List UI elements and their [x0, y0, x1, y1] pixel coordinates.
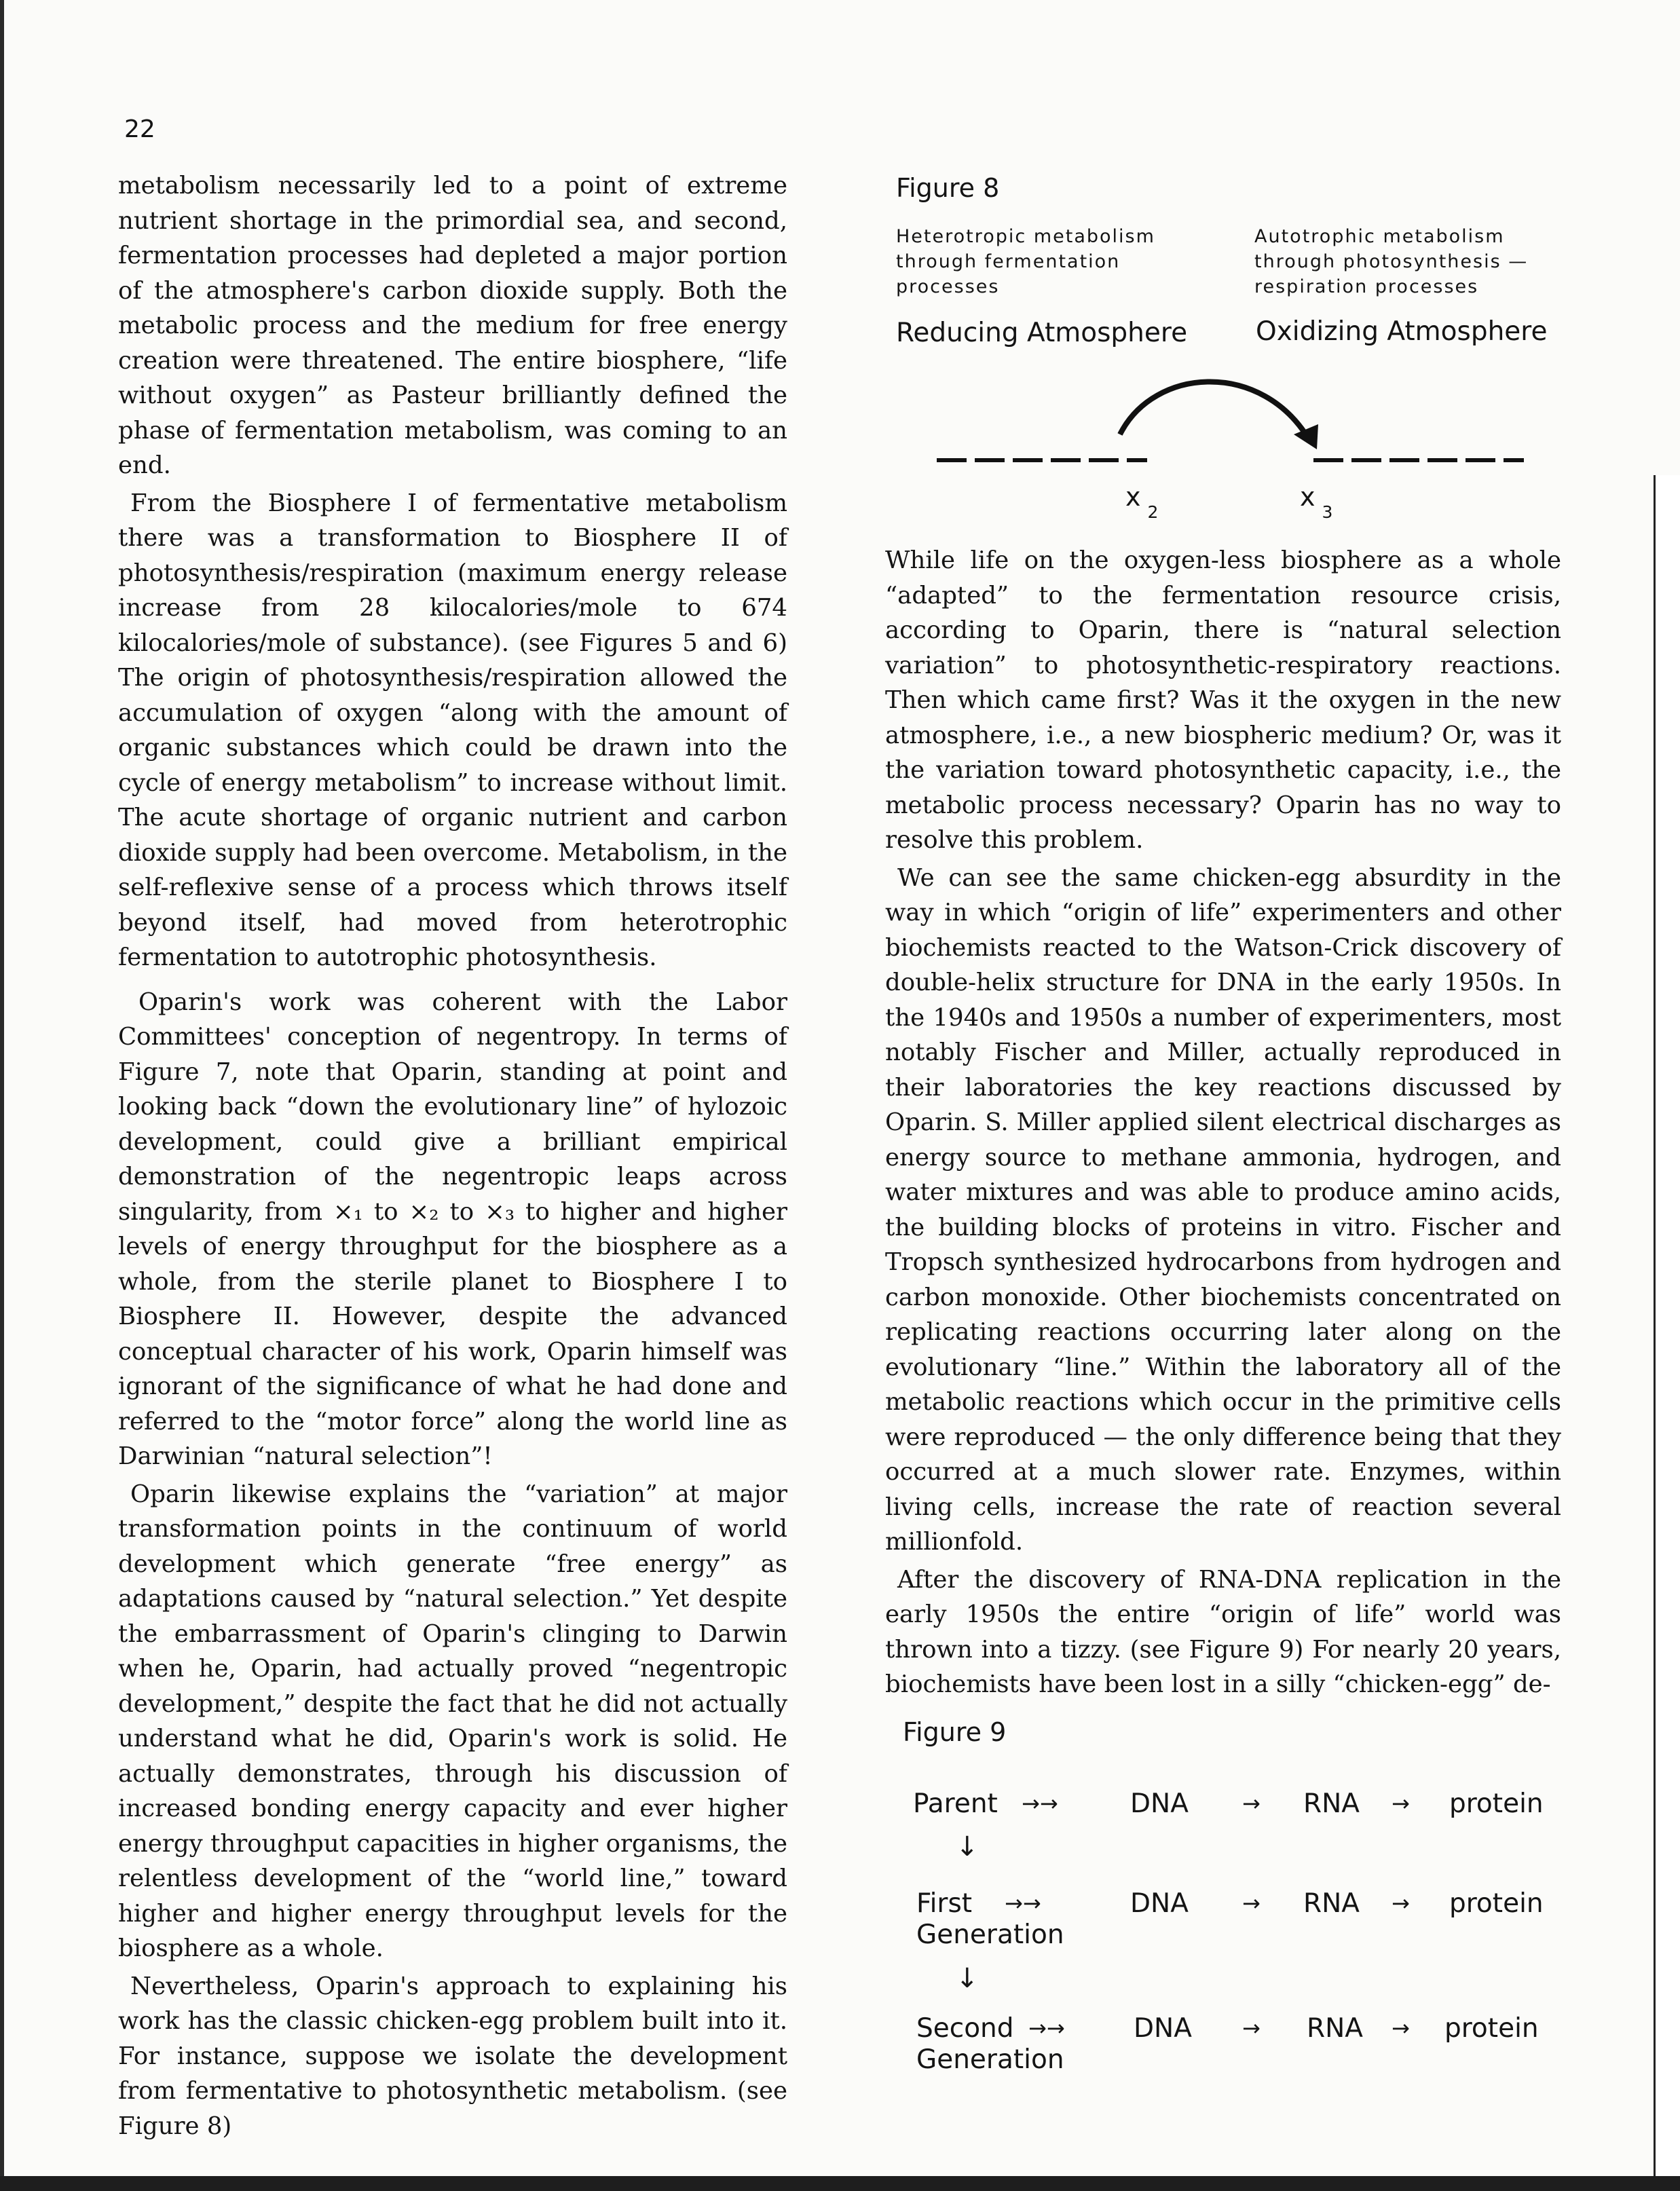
protein-label: protein [1444, 2013, 1539, 2044]
paragraph: After the discovery of RNA-DNA replication in the early 1950s the entire “origin of life” world was thrown into a tizzy. (see Figure 9) For nearly 20 years, biochemists have been lost in a silly “chicken-egg” de- [885, 1565, 1561, 1698]
arrow-icon: → [1392, 1890, 1410, 1916]
figure8 [896, 224, 1561, 536]
figure8-caption: Figure 8 [896, 173, 1000, 203]
paragraph: From the Biosphere I of fermentative metabolism there was a transformation to Biosphere II of photosynthesis/respiration (maximum energy release increase from 28 kilocalories/mole to 674 kilocalories/mole of substance). (see Figures 5 and 6) The origin of photosynthesis/respiration allowed the accumulation of oxygen “along with the amount of organic substances which could be drawn into the cycle of energy metabolism” to increase without limit. The acute shortage of organic nutrient and carbon dioxide supply had been overcome. Metabolism, in the self-reflexive sense of a process which throws itself beyond itself, had moved from heterotrophic fermentation to autotrophic photosynthesis. [118, 489, 787, 971]
figure9 [896, 1778, 1561, 2158]
arrow-icon: →→ [1022, 1791, 1058, 1816]
figure8-diagram [896, 360, 1561, 495]
figure8-left-description: Heterotropic metabolism through fermentation processes [896, 226, 1155, 297]
rna-label: RNA [1307, 2013, 1363, 2044]
paragraph: metabolism necessarily led to a point of extreme nutrient shortage in the primordial sea, and second, fermentation processes had depleted a major portion of the atmosphere's carbon dioxide supply. Both the metabolic process and the medium for free energy creation were threatened. The entire biosphere, “life without oxygen” as Pasteur brilliantly defined the phase of fermentation metabolism, was coming to an end. [118, 172, 787, 479]
arrow-icon: → [1392, 1791, 1410, 1816]
arrowhead-icon [1294, 424, 1318, 449]
scan-edge-bottom [0, 2176, 1680, 2191]
left-column [118, 168, 787, 2146]
row-label: Second [916, 2013, 1014, 2044]
down-arrow-icon: ↓ [956, 1831, 979, 1862]
paragraph: Oparin likewise explains the “variation” at major transformation points in the continuum of world development which generate “free energy” as adaptations caused by “natural selection.” Yet despite the embarrassment of Oparin's clinging to Darwin when he, Oparin, had actually proved “negentropic development,” despite the fact that he did not actually understand what he did, Oparin's work is solid. He actually demonstrates, through his discussion of increased bonding energy capacity and ever higher energy throughput capacities in higher organisms, the relentless development of the “world line,” toward higher and higher energy throughput levels for the biosphere as a whole. [118, 1480, 787, 1962]
figure9-caption: Figure 9 [903, 1717, 1007, 1747]
arrow-icon: → [1242, 2015, 1261, 2041]
row-label: First [916, 1888, 973, 1919]
row-label-2: Generation [916, 2044, 1064, 2075]
paragraph: We can see the same chicken-egg absurdity in the way in which “origin of life” experimenters and other biochemists reacted to the Watson-Crick discovery of double-helix structure for DNA in the early 1950s. In the 1940s and 1950s a number of experimenters, most notably Fischer and Miller, actually reproduced in their laboratories the key reactions discussed by Oparin. S. Miller applied silent electrical discharges as energy source to methane ammonia, hydrogen, and water mixtures and was able to produce amino acids, the building blocks of proteins in vitro. Fischer and Tropsch synthesized hydrocarbons from hydrogen and carbon monoxide. Other biochemists concentrated on replicating reactions occurring later along on the evolutionary “line.” Within the laboratory all of the metabolic reactions which occur in the primitive cells were reproduced — the only difference being that they occurred at a much slower rate. Enzymes, within living cells, increase the rate of reaction several millionfold. [885, 863, 1561, 1556]
row-label: Parent [913, 1789, 998, 1819]
paragraph: Oparin's work was coherent with the Labor Committees' conception of negentropy. In terms of Figure 7, note that Oparin, standing at point and looking back “down the evolutionary line” of hylozoic development, could give a brilliant empirical demonstration of the negentropic leaps across singularity, from ×₁ to ×₂ to ×₃ to higher and higher levels of energy throughput for the biosphere as a whole, from the sterile planet to Biosphere I to Biosphere II. However, despite the advanced conceptual character of his work, Oparin himself was ignorant of the significance of what he had done and referred to the “motor force” along the world line as Darwinian “natural selection”! [118, 988, 787, 1470]
arrow-icon: → [1392, 2015, 1410, 2041]
dna-label: DNA [1134, 2013, 1192, 2044]
page-number: 22 [124, 115, 155, 143]
right-column [885, 543, 1561, 1705]
paragraph: While life on the oxygen-less biosphere as a whole “adapted” to the fermentation resource crisis, according to Oparin, there is “natural selection variation” to photosynthetic-respiratory reactions. Then which came first? Was it the oxygen in the new atmosphere, i.e., a new biospheric medium? Or, was it the variation toward photosynthetic capacity, i.e., the metabolic process necessary? Oparin has no way to resolve this problem. [885, 546, 1561, 854]
scan-edge-right [1654, 475, 1680, 2191]
dna-label: DNA [1130, 1888, 1189, 1919]
arrow-icon: →→ [1028, 2015, 1065, 2041]
protein-label: protein [1449, 1888, 1544, 1919]
arrow-icon: → [1242, 1791, 1261, 1816]
paragraph: Nevertheless, Oparin's approach to explaining his work has the classic chicken-egg problem built into it. For instance, suppose we isolate the development from fermentative to photosynthetic metabolism. (see Figure 8) [118, 1972, 787, 2140]
rna-label: RNA [1303, 1789, 1360, 1819]
figure8-right-label: Oxidizing Atmosphere [1256, 316, 1548, 347]
arrow-icon: → [1242, 1890, 1261, 1916]
scan-edge-left [0, 0, 4, 2191]
figure8-point-x3: $x_3$ [1300, 482, 1333, 522]
figure8-point-x2: $x_2$ [1125, 482, 1159, 522]
dna-label: DNA [1130, 1789, 1189, 1819]
transition-arrow [1120, 382, 1310, 442]
protein-label: protein [1449, 1789, 1544, 1819]
row-label-2: Generation [916, 1920, 1064, 1950]
down-arrow-icon: ↓ [956, 1963, 979, 1994]
arrow-icon: →→ [1005, 1890, 1041, 1916]
figure8-left-label: Reducing Atmosphere [896, 318, 1188, 348]
rna-label: RNA [1303, 1888, 1360, 1919]
figure8-right-description: Autotrophic metabolism through photosynthesis — respiration processes [1254, 226, 1529, 297]
